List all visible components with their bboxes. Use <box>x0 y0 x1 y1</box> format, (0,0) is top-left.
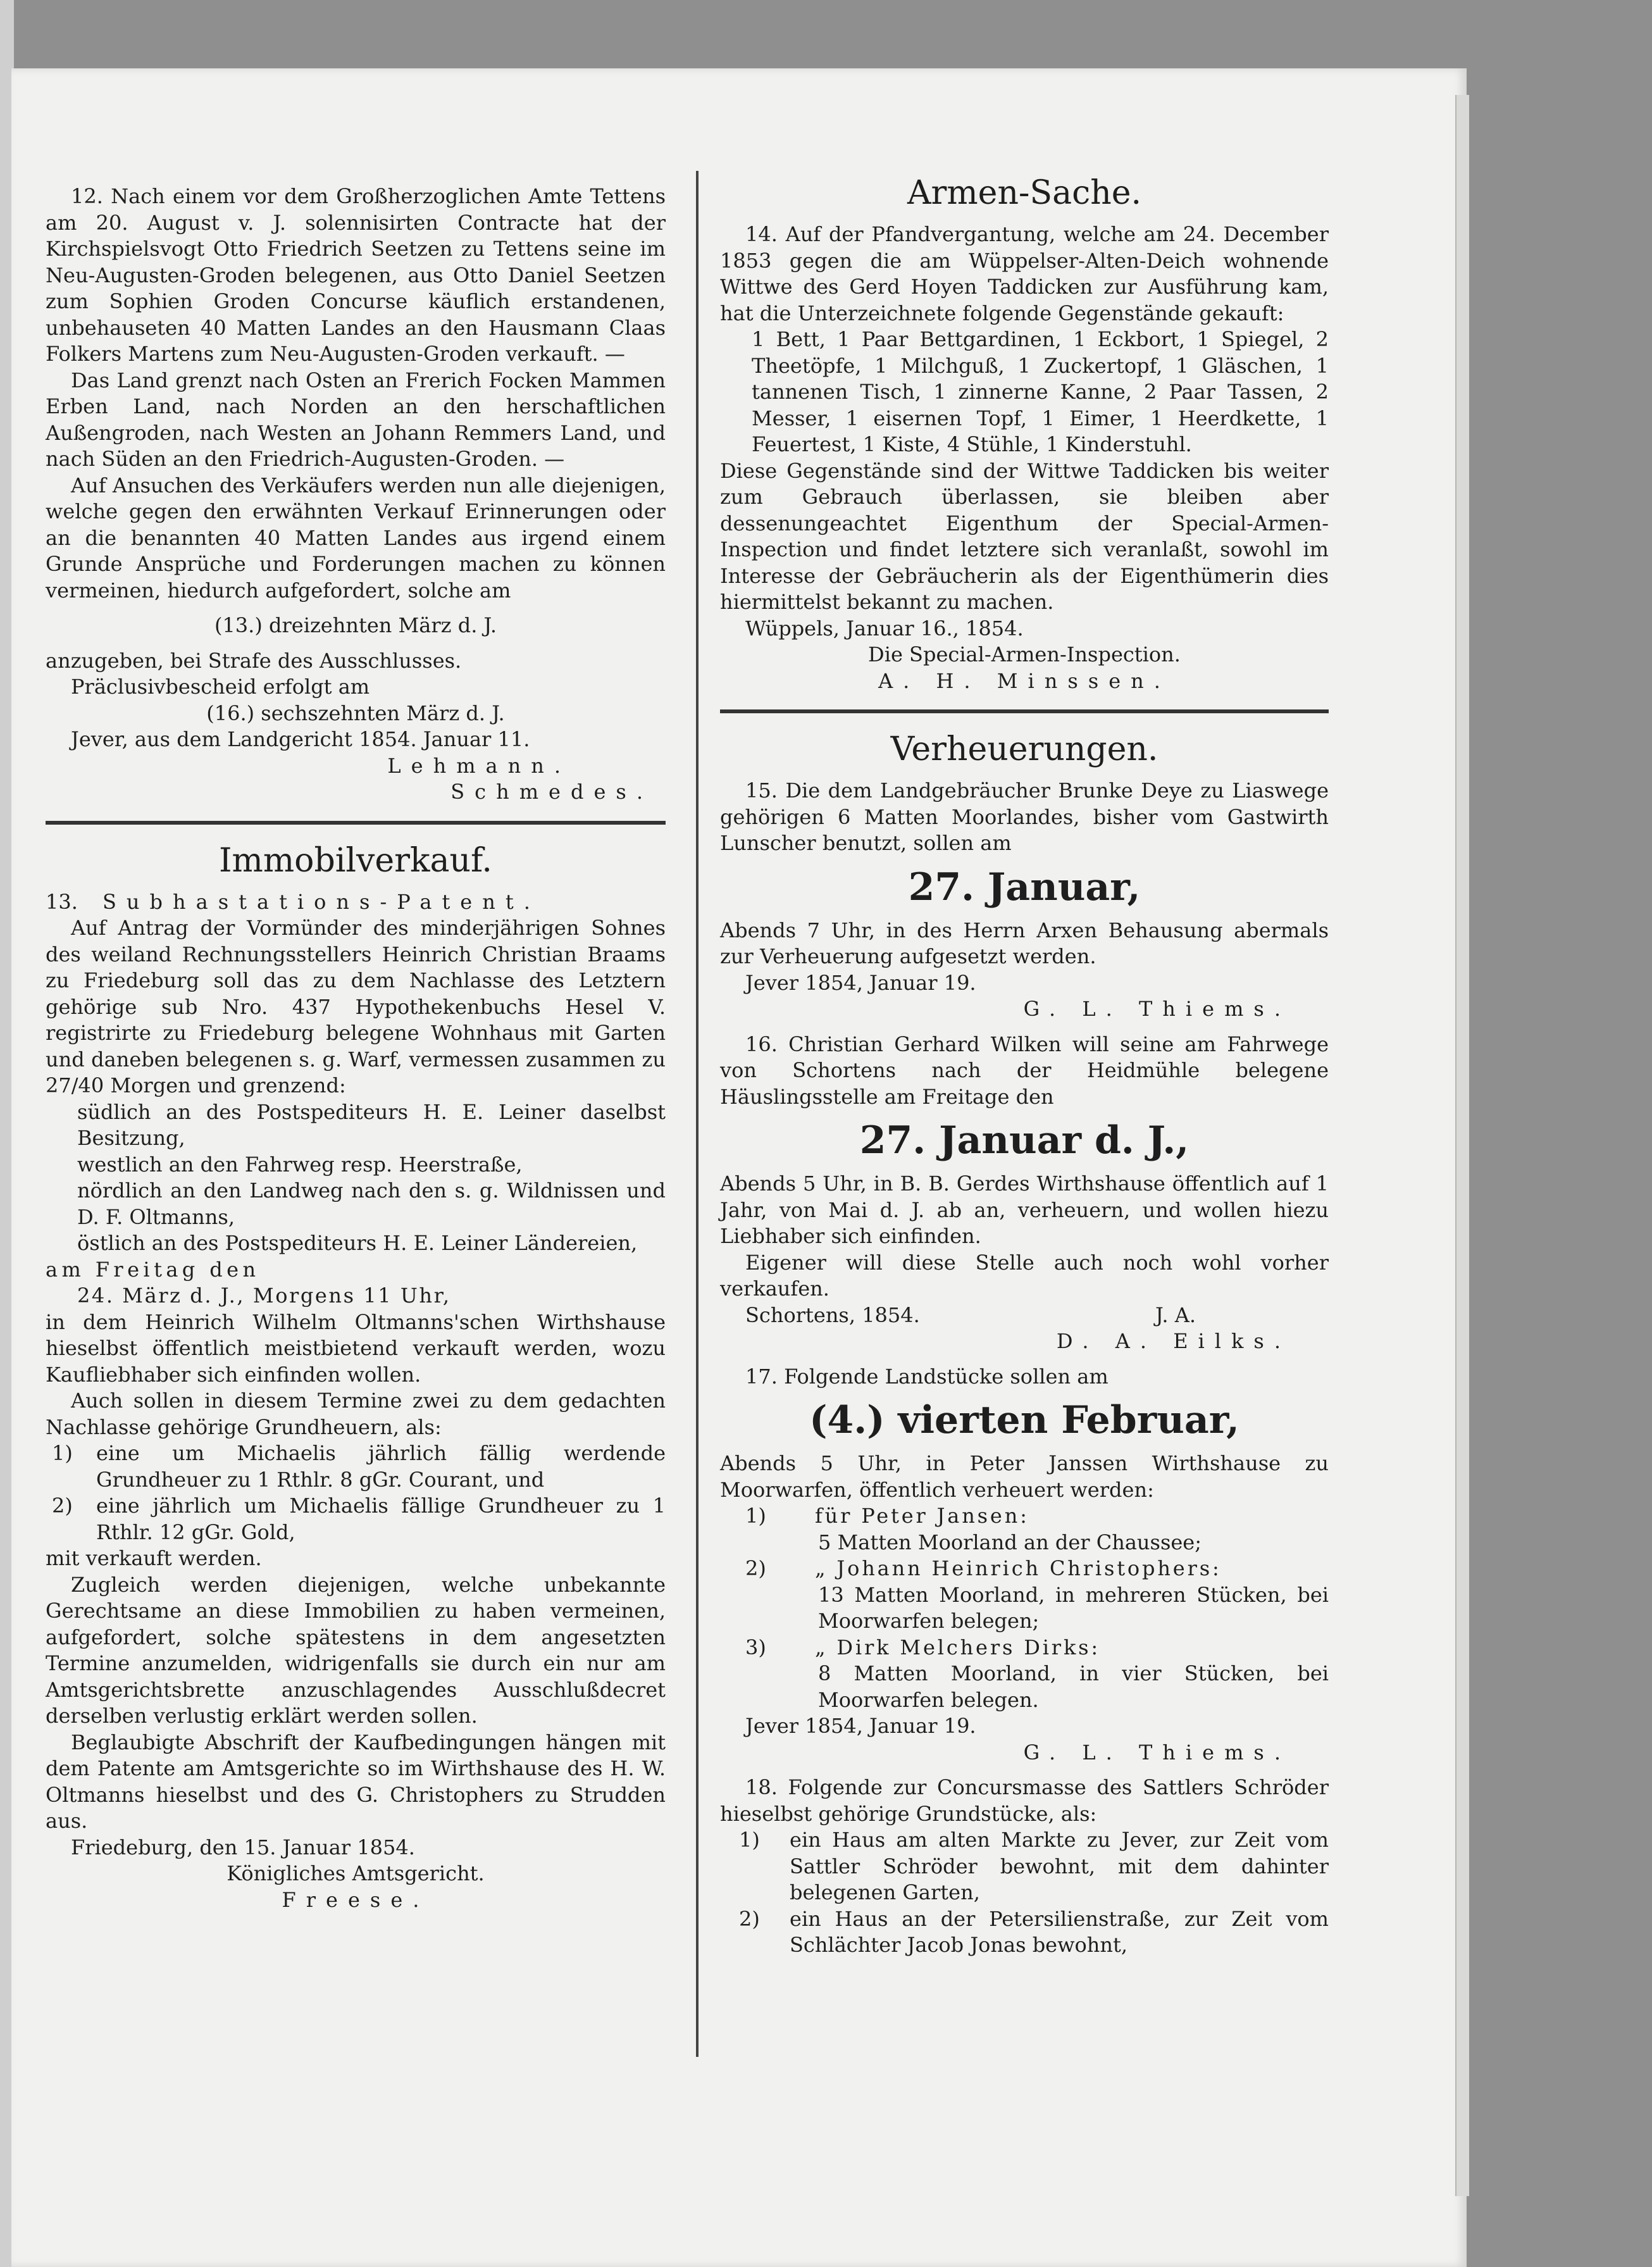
notice-15-place-date: Jever 1854, Januar 19. <box>745 970 976 995</box>
section-rule <box>720 709 1329 713</box>
item-number: 2) <box>739 1906 760 1931</box>
notice-13-title-line <box>46 889 666 916</box>
notice-16-place-date: Schortens, 1854. <box>745 1302 920 1327</box>
notice-13-boundary-4: östlich an des Postspediteurs H. E. Leiner Ländereien, <box>77 1231 638 1255</box>
item-name: „ Dirk Melchers Dirks: <box>815 1635 1101 1659</box>
notice-14-organisation: Die Special-Armen-Inspection. <box>868 642 1181 666</box>
notice-17-place-date: Jever 1854, Januar 19. <box>745 1714 976 1738</box>
item-text: eine jährlich um Michaelis fällige Grundheuer zu 1 Rthlr. 12 gGr. Gold, <box>96 1494 666 1544</box>
notice-12-line-3: Jever, aus dem Landgericht 1854. Januar 11. <box>71 727 530 751</box>
item-text: ein Haus an der Petersilienstraße, zur Zeit vom Schlächter Jacob Jonas bewohnt, <box>790 1906 1329 1957</box>
item-name: „ Johann Heinrich Christophers: <box>815 1556 1222 1580</box>
notice-16-paragraph-2: Abends 5 Uhr, in B. B. Gerdes Wirthshause öffentlich auf 1 Jahr, von Mai d. J. ab an, verheuern, und wollen hiezu Liebhaber sich einfinden. <box>720 1171 1329 1248</box>
notice-12-paragraph-3: Auf Ansuchen des Verkäufers werden nun alle diejenigen, welche gegen den erwähnten Verkauf Erinnerungen oder an die benannten 40 Matten Landes aus irgend einem Grunde Ansprüche und Forderungen machen zu können vermeinen, hiedurch aufgefordert, solche am <box>46 473 666 603</box>
notice-12-date-1: (13.) dreizehnten März d. J. <box>214 613 497 637</box>
notice-13-line-4: mit verkauft werden. <box>46 1546 262 1570</box>
notice-13-title: Subhastations-Patent. <box>102 889 540 914</box>
notice-17-item-3 <box>720 1635 1329 1661</box>
item-text: eine um Michaelis jährlich fällig werdende Grundheuer zu 1 Rthlr. 8 gGr. Courant, und <box>96 1441 666 1492</box>
notice-14-paragraph-2: Diese Gegenstände sind der Wittwe Taddicken bis weiter zum Gebrauch überlassen, sie bleiben aber dessenungeachtet Eigenthum der Special-Armen-Inspection und findet letztere sich veranlaßt, sowohl im Interesse der Gebräucherin als der Eigenthümerin dies hiermittelst bekannt zu machen. <box>720 458 1329 614</box>
notice-13-item-1 <box>46 1440 666 1493</box>
notice-13-item-2 <box>46 1493 666 1546</box>
notice-16-paragraph-1: 16. Christian Gerhard Wilken will seine am Fahrwege von Schortens nach der Heidmühle belegene Häuslingsstelle am Freitage den <box>720 1032 1329 1109</box>
notice-16-place-line <box>720 1302 1329 1329</box>
notice-13-paragraph-4: Zugleich werden diejenigen, welche unbekannte Gerechtsame an diese Immobilien zu haben vermeinen, aufgefordert, solche spätestens in dem angesetzten Termine anzumelden, widrigenfalls sie durch ein nur am Amtsgerichtsbrette anzuschlagendes Ausschlußdecret derselben verlustig erklärt werden sollen. <box>46 1572 666 1728</box>
notice-13-paragraph-5: Beglaubigte Abschrift der Kaufbedingungen hängen mit dem Patente am Amtsgerichte so im Wirthshause des H. W. Oltmanns hieselbst und des G. Christophers zu Strudden aus. <box>46 1730 666 1833</box>
notice-12-paragraph-2: Das Land grenzt nach Osten an Frerich Focken Mammen Erben Land, nach Norden an den herschaftlichen Außengroden, nach Westen an Johann Remmers Land, und nach Süden an den Friedrich-Augusten-Groden. — <box>46 368 666 471</box>
notice-17-item-2-detail: 13 Matten Moorland, in mehreren Stücken, bei Moorwarfen belegen; <box>818 1582 1329 1633</box>
notice-14-list: 1 Bett, 1 Paar Bettgardinen, 1 Eckbort, 1 Spiegel, 2 Theetöpfe, 1 Milchguß, 1 Zuckertopf, 1 Gläschen, 1 tannenen Tisch, 1 zinnerne Kanne, 2 Paar Tassen, 2 Messer, 1 eisernen Topf, 1 Eimer, 1 Heerdkette, 1 Feuertest, 1 Kiste, 4 Stühle, 1 Kinderstuhl. <box>752 327 1329 456</box>
notice-13-paragraph-1: Auf Antrag der Vormünder des minderjährigen Sohnes des weiland Rechnungsstellers Heinrich Christian Braams zu Friedeburg soll das zu dem Nachlasse des Letztern gehörige sub Nro. 437 Hypothekenbuchs Hesel V. registrirte zu Friedeburg belegene Wohnhaus mit Garten und daneben belegenen s. g. Warf, vermessen zusammen zu 27/40 Morgen und grenzend: <box>46 916 666 1097</box>
item-number: 1) <box>52 1441 73 1465</box>
notice-12-date-2: (16.) sechszehnten März d. J. <box>206 701 505 725</box>
item-number: 2) <box>745 1556 766 1580</box>
notice-13-paragraph-2: in dem Heinrich Wilhelm Oltmanns'schen Wirthshause hieselbst öffentlich meistbietend verkauft werden, wozu Kaufliebhaber sich einfinden wollen. <box>46 1309 666 1387</box>
notice-17-paragraph-2: Abends 5 Uhr, in Peter Janssen Wirthshause zu Moorwarfen, öffentlich verheuert werden: <box>720 1451 1329 1502</box>
item-number: 1) <box>745 1504 766 1528</box>
notice-17-date: (4.) vierten Februar, <box>809 1398 1239 1442</box>
notice-12-line-1: anzugeben, bei Strafe des Ausschlusses. <box>46 648 462 673</box>
notice-17-item-1-detail: 5 Matten Moorland an der Chaussee; <box>818 1530 1202 1554</box>
notice-18-paragraph-1: 18. Folgende zur Concursmasse des Sattlers Schröder hieselbst gehörige Grundstücke, als: <box>720 1775 1329 1826</box>
notice-18-item-2 <box>720 1906 1329 1959</box>
notice-17-signature: G. L. Thiems. <box>1023 1740 1291 1764</box>
notice-13-signature: Freese. <box>282 1887 430 1912</box>
column-divider <box>696 171 699 2057</box>
section-heading-verheuerungen: Verheuerungen. <box>890 730 1158 768</box>
notice-12-paragraph-1: 12. Nach einem vor dem Großherzoglichen Amte Tettens am 20. August v. J. solennisirten Contracte hat der Kirchspielsvogt Otto Friedrich Seetzen zu Tettens seine im Neu-Augusten-Groden belegenen, aus Otto Daniel Seetzen zum Sophien Groden Concurse käuflich erstandenen, unbehauseten 40 Matten Landes an den Hausmann Claas Folkers Martens zum Neu-Augusten-Groden verkauft. — <box>46 184 666 366</box>
notice-13-date: 24. März d. J., Morgens 11 Uhr, <box>77 1283 451 1308</box>
notice-13-number: 13. <box>46 889 78 914</box>
item-name: für Peter Jansen: <box>815 1504 1029 1528</box>
notice-13-paragraph-3: Auch sollen in diesem Termine zwei zu dem gedachten Nachlasse gehörige Grundheuern, als: <box>46 1389 666 1439</box>
notice-16-for: J. A. <box>1155 1302 1196 1327</box>
section-rule <box>46 821 666 825</box>
notice-14-paragraph-1: 14. Auf der Pfandvergantung, welche am 24. December 1853 gegen die am Wüppelser-Alten-Deich wohnende Wittwe des Gerd Hoyen Taddicken zur Ausführung kam, hat die Unterzeichnete folgende Gegenstände gekauft: <box>720 222 1329 325</box>
notice-13-boundary-1: südlich an des Postspediteurs H. E. Leiner daselbst Besitzung, <box>77 1099 666 1150</box>
notice-17-paragraph-1: 17. Folgende Landstücke sollen am <box>745 1364 1109 1389</box>
notice-18-item-1 <box>720 1827 1329 1906</box>
notice-13-place-date: Friedeburg, den 15. Januar 1854. <box>71 1835 415 1859</box>
notice-16-signature: D. A. Eilks. <box>1056 1329 1291 1353</box>
section-heading-armen-sache: Armen-Sache. <box>907 174 1142 212</box>
notice-15-paragraph-1: 15. Die dem Landgebräucher Brunke Deye zu Liaswege gehörigen 6 Matten Moorlandes, bisher vom Gastwirth Lunscher benutzt, sollen am <box>720 778 1329 855</box>
notice-15-signature: G. L. Thiems. <box>1023 997 1291 1021</box>
notice-17-item-1 <box>720 1503 1329 1530</box>
section-heading-immobilverkauf: Immobilverkauf. <box>219 841 492 880</box>
notice-15-date: 27. Januar, <box>908 865 1141 909</box>
notice-12-line-2: Präclusivbescheid erfolgt am <box>71 675 370 699</box>
notice-16-date: 27. Januar d. J., <box>859 1118 1189 1163</box>
right-column <box>720 174 1329 1959</box>
notice-17-item-2 <box>720 1556 1329 1582</box>
notice-14-signature: A. H. Minssen. <box>878 668 1171 693</box>
notice-16-paragraph-3: Eigener will diese Stelle auch noch wohl vorher verkaufen. <box>720 1250 1329 1301</box>
right-page-edge <box>1455 95 1469 2196</box>
notice-12-signature-1: Lehmann. <box>387 753 571 778</box>
item-text: ein Haus am alten Markte zu Jever, zur Zeit vom Sattler Schröder bewohnt, mit dem dahinter belegenen Garten, <box>790 1828 1329 1904</box>
notice-15-paragraph-2: Abends 7 Uhr, in des Herrn Arxen Behausung abermals zur Verheuerung aufgesetzt werden. <box>720 918 1329 968</box>
notice-14-place-date: Wüppels, Januar 16., 1854. <box>745 616 1024 640</box>
item-number: 1) <box>739 1828 760 1852</box>
notice-12-signature-2: Schmedes. <box>450 780 653 804</box>
notice-17-item-3-detail: 8 Matten Moorland, in vier Stücken, bei Moorwarfen belegen. <box>818 1661 1329 1712</box>
item-number: 2) <box>52 1494 73 1518</box>
notice-13-court: Königliches Amtsgericht. <box>227 1861 485 1885</box>
item-number: 3) <box>745 1635 766 1659</box>
notice-13-am-freitag: am Freitag den <box>46 1257 260 1282</box>
left-column <box>46 184 666 1913</box>
notice-13-boundary-2: westlich an den Fahrweg resp. Heerstraße, <box>77 1152 523 1177</box>
notice-13-boundary-3: nördlich an den Landweg nach den s. g. Wildnissen und D. F. Oltmanns, <box>77 1178 666 1229</box>
